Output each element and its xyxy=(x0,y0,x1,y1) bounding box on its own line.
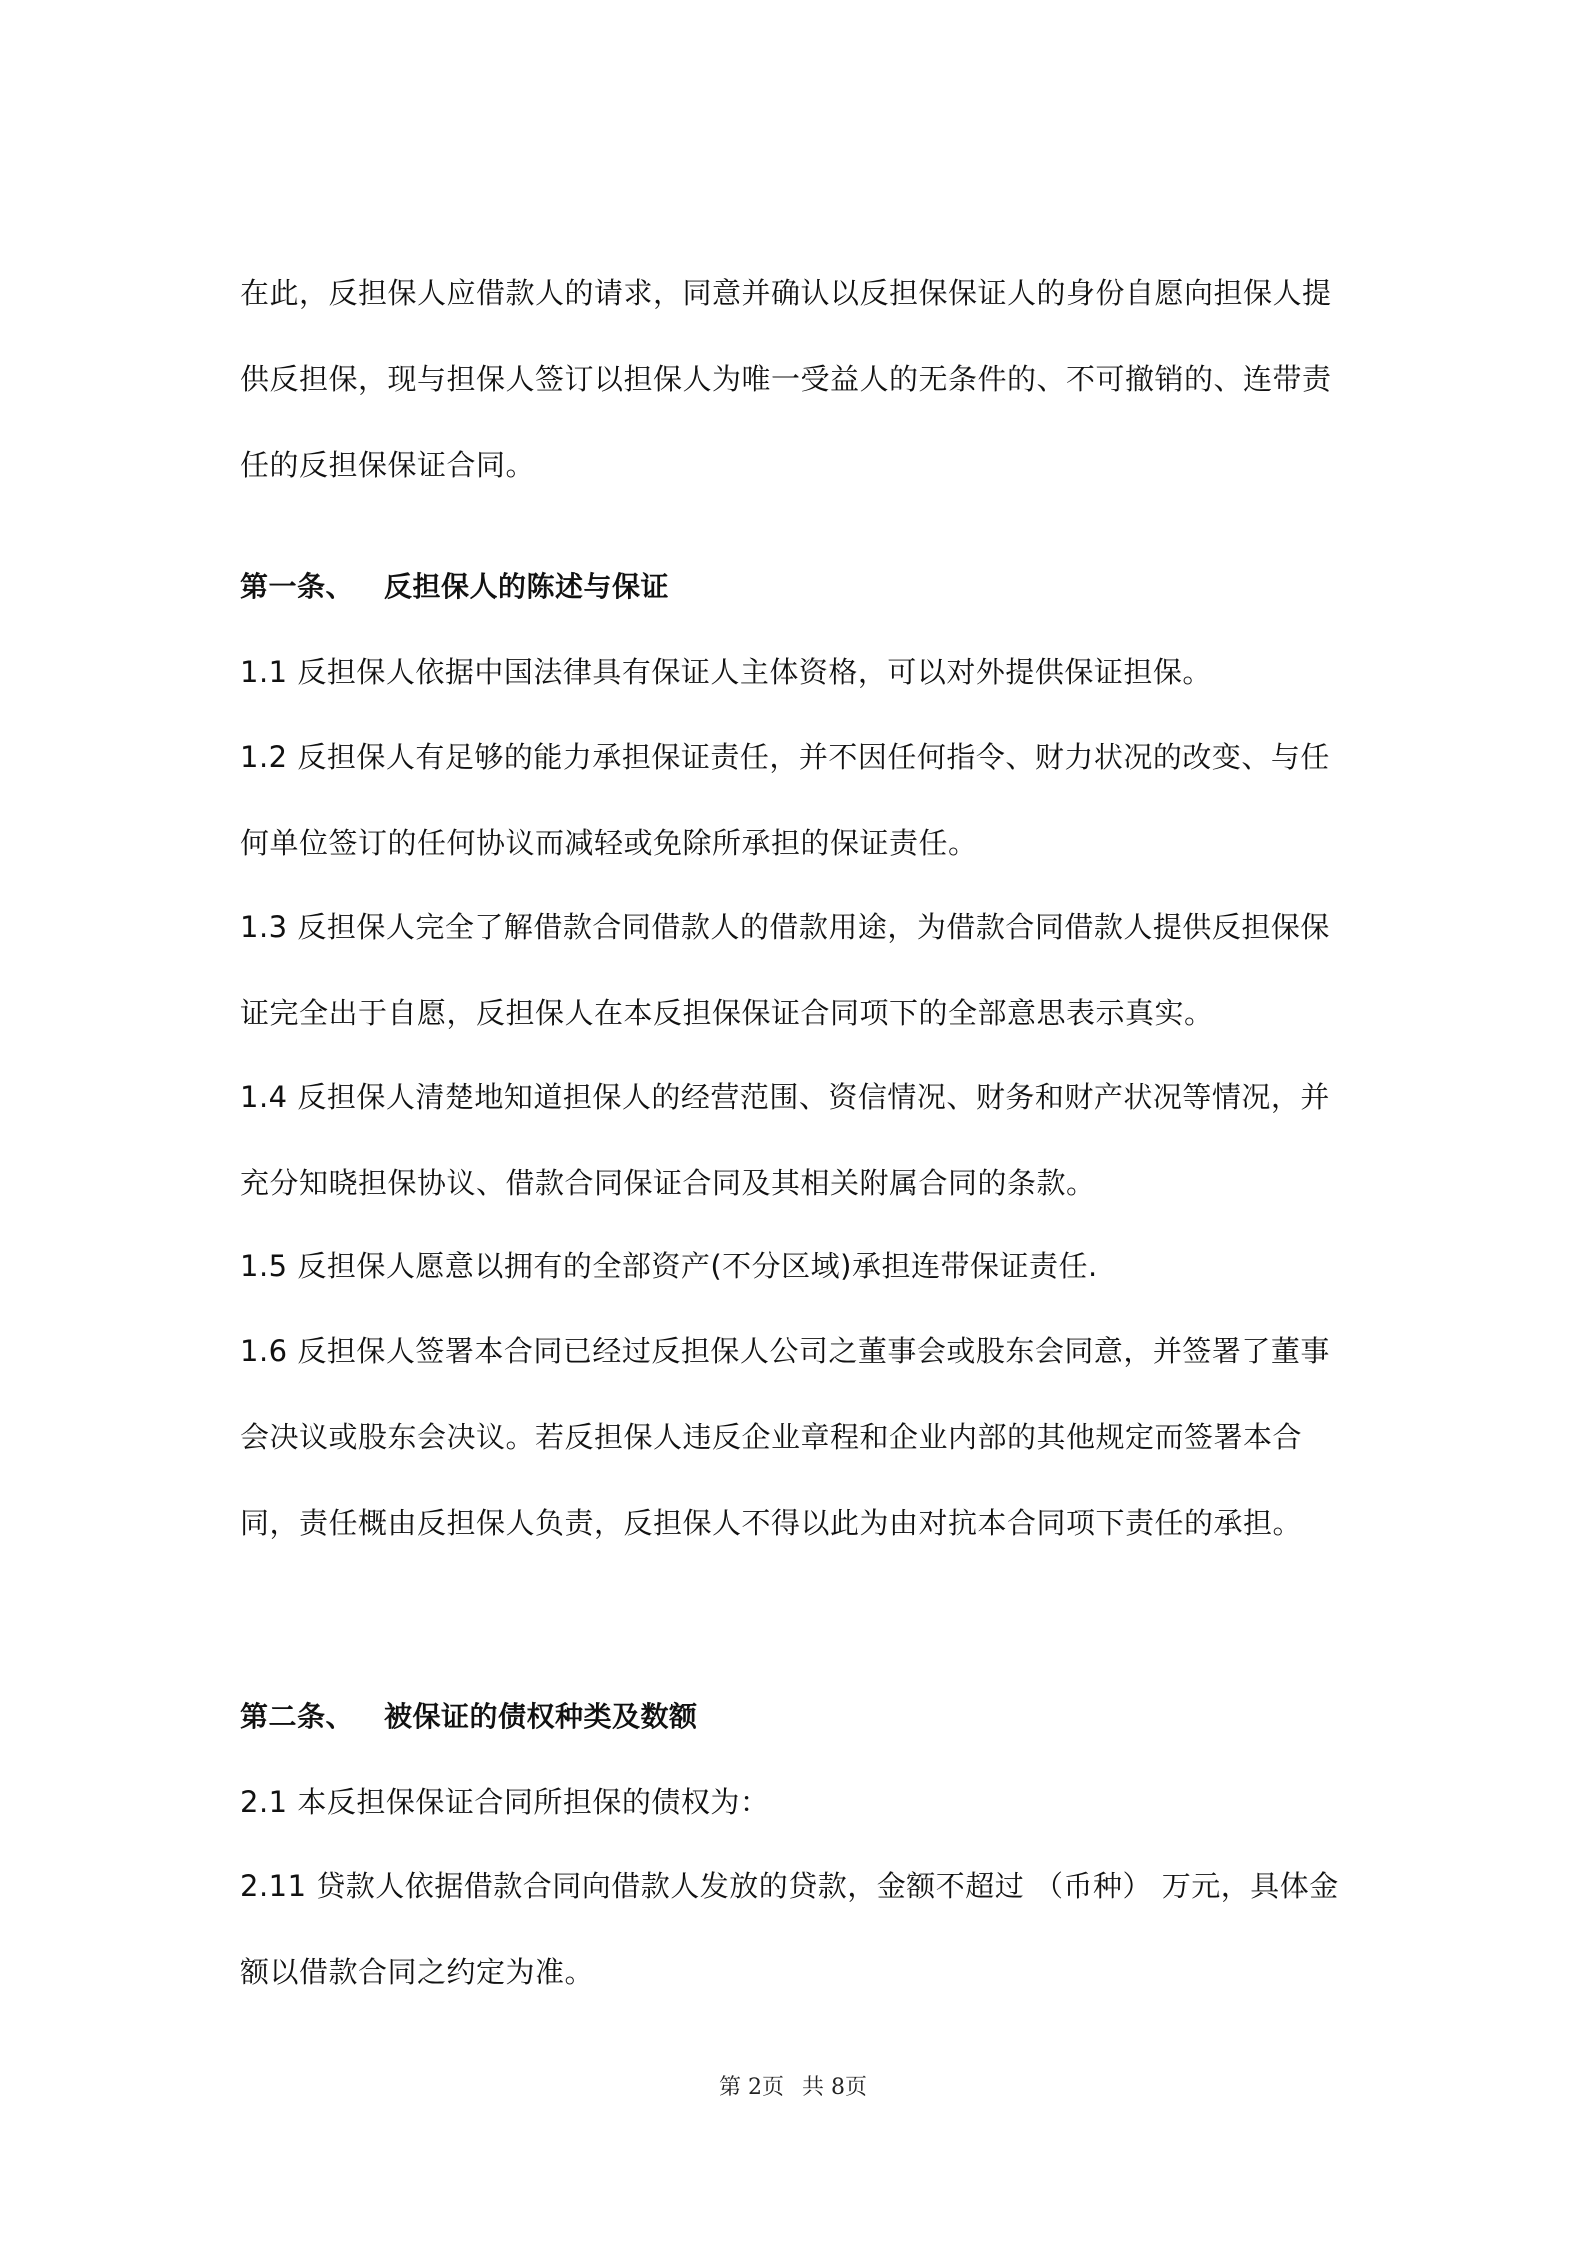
clause-2-11: 2.11 贷款人依据借款合同向借款人发放的贷款，金额不超过 （币种） 万元，具体金额以借款合同之约定为准。 xyxy=(240,1869,1339,1989)
article-2-title: 被保证的债权种类及数额 xyxy=(384,1700,698,1733)
page-footer xyxy=(0,2070,1586,2101)
article-2-heading xyxy=(240,1674,1358,1760)
clause-1-4: 1.4 反担保人清楚地知道担保人的经营范围、资信情况、财务和财产状况等情况，并充分知晓担保协议、借款合同保证合同及其相关附属合同的条款。 xyxy=(240,1080,1330,1200)
clause-1-1: 1.1 反担保人依据中国法律具有保证人主体资格，可以对外提供保证担保。 xyxy=(240,655,1212,689)
article-1-title: 反担保人的陈述与保证 xyxy=(384,570,670,603)
article-1-number: 第一条、 xyxy=(240,570,355,603)
clause-1-2: 1.2 反担保人有足够的能力承担保证责任，并不因任何指令、财力状况的改变、与任何单位签订的任何协议而减轻或免除所承担的保证责任。 xyxy=(240,740,1330,860)
clause-1-5: 1.5 反担保人愿意以拥有的全部资产(不分区域)承担连带保证责任. xyxy=(240,1249,1098,1283)
page-total: 共 8页 xyxy=(802,2075,867,2100)
intro-paragraph: 在此，反担保人应借款人的请求，同意并确认以反担保保证人的身份自愿向担保人提供反担保，现与担保人签订以担保人为唯一受益人的无条件的、不可撤销的、连带责任的反担保保证合同。 xyxy=(240,276,1332,482)
article-1-heading xyxy=(240,544,1358,630)
clause-1-3: 1.3 反担保人完全了解借款合同借款人的借款用途，为借款合同借款人提供反担保保证完全出于自愿，反担保人在本反担保保证合同项下的全部意思表示真实。 xyxy=(240,910,1330,1030)
clause-1-6: 1.6 反担保人签署本合同已经过反担保人公司之董事会或股东会同意，并签署了董事会决议或股东会决议。若反担保人违反企业章程和企业内部的其他规定而签署本合同，责任概由反担保人负责，反担保人不得以此为由对抗本合同项下责任的承担。 xyxy=(240,1334,1330,1540)
article-2-number: 第二条、 xyxy=(240,1700,355,1733)
page-number: 第 2页 xyxy=(719,2075,784,2100)
clause-2-1: 2.1 本反担保保证合同所担保的债权为： xyxy=(240,1785,770,1819)
